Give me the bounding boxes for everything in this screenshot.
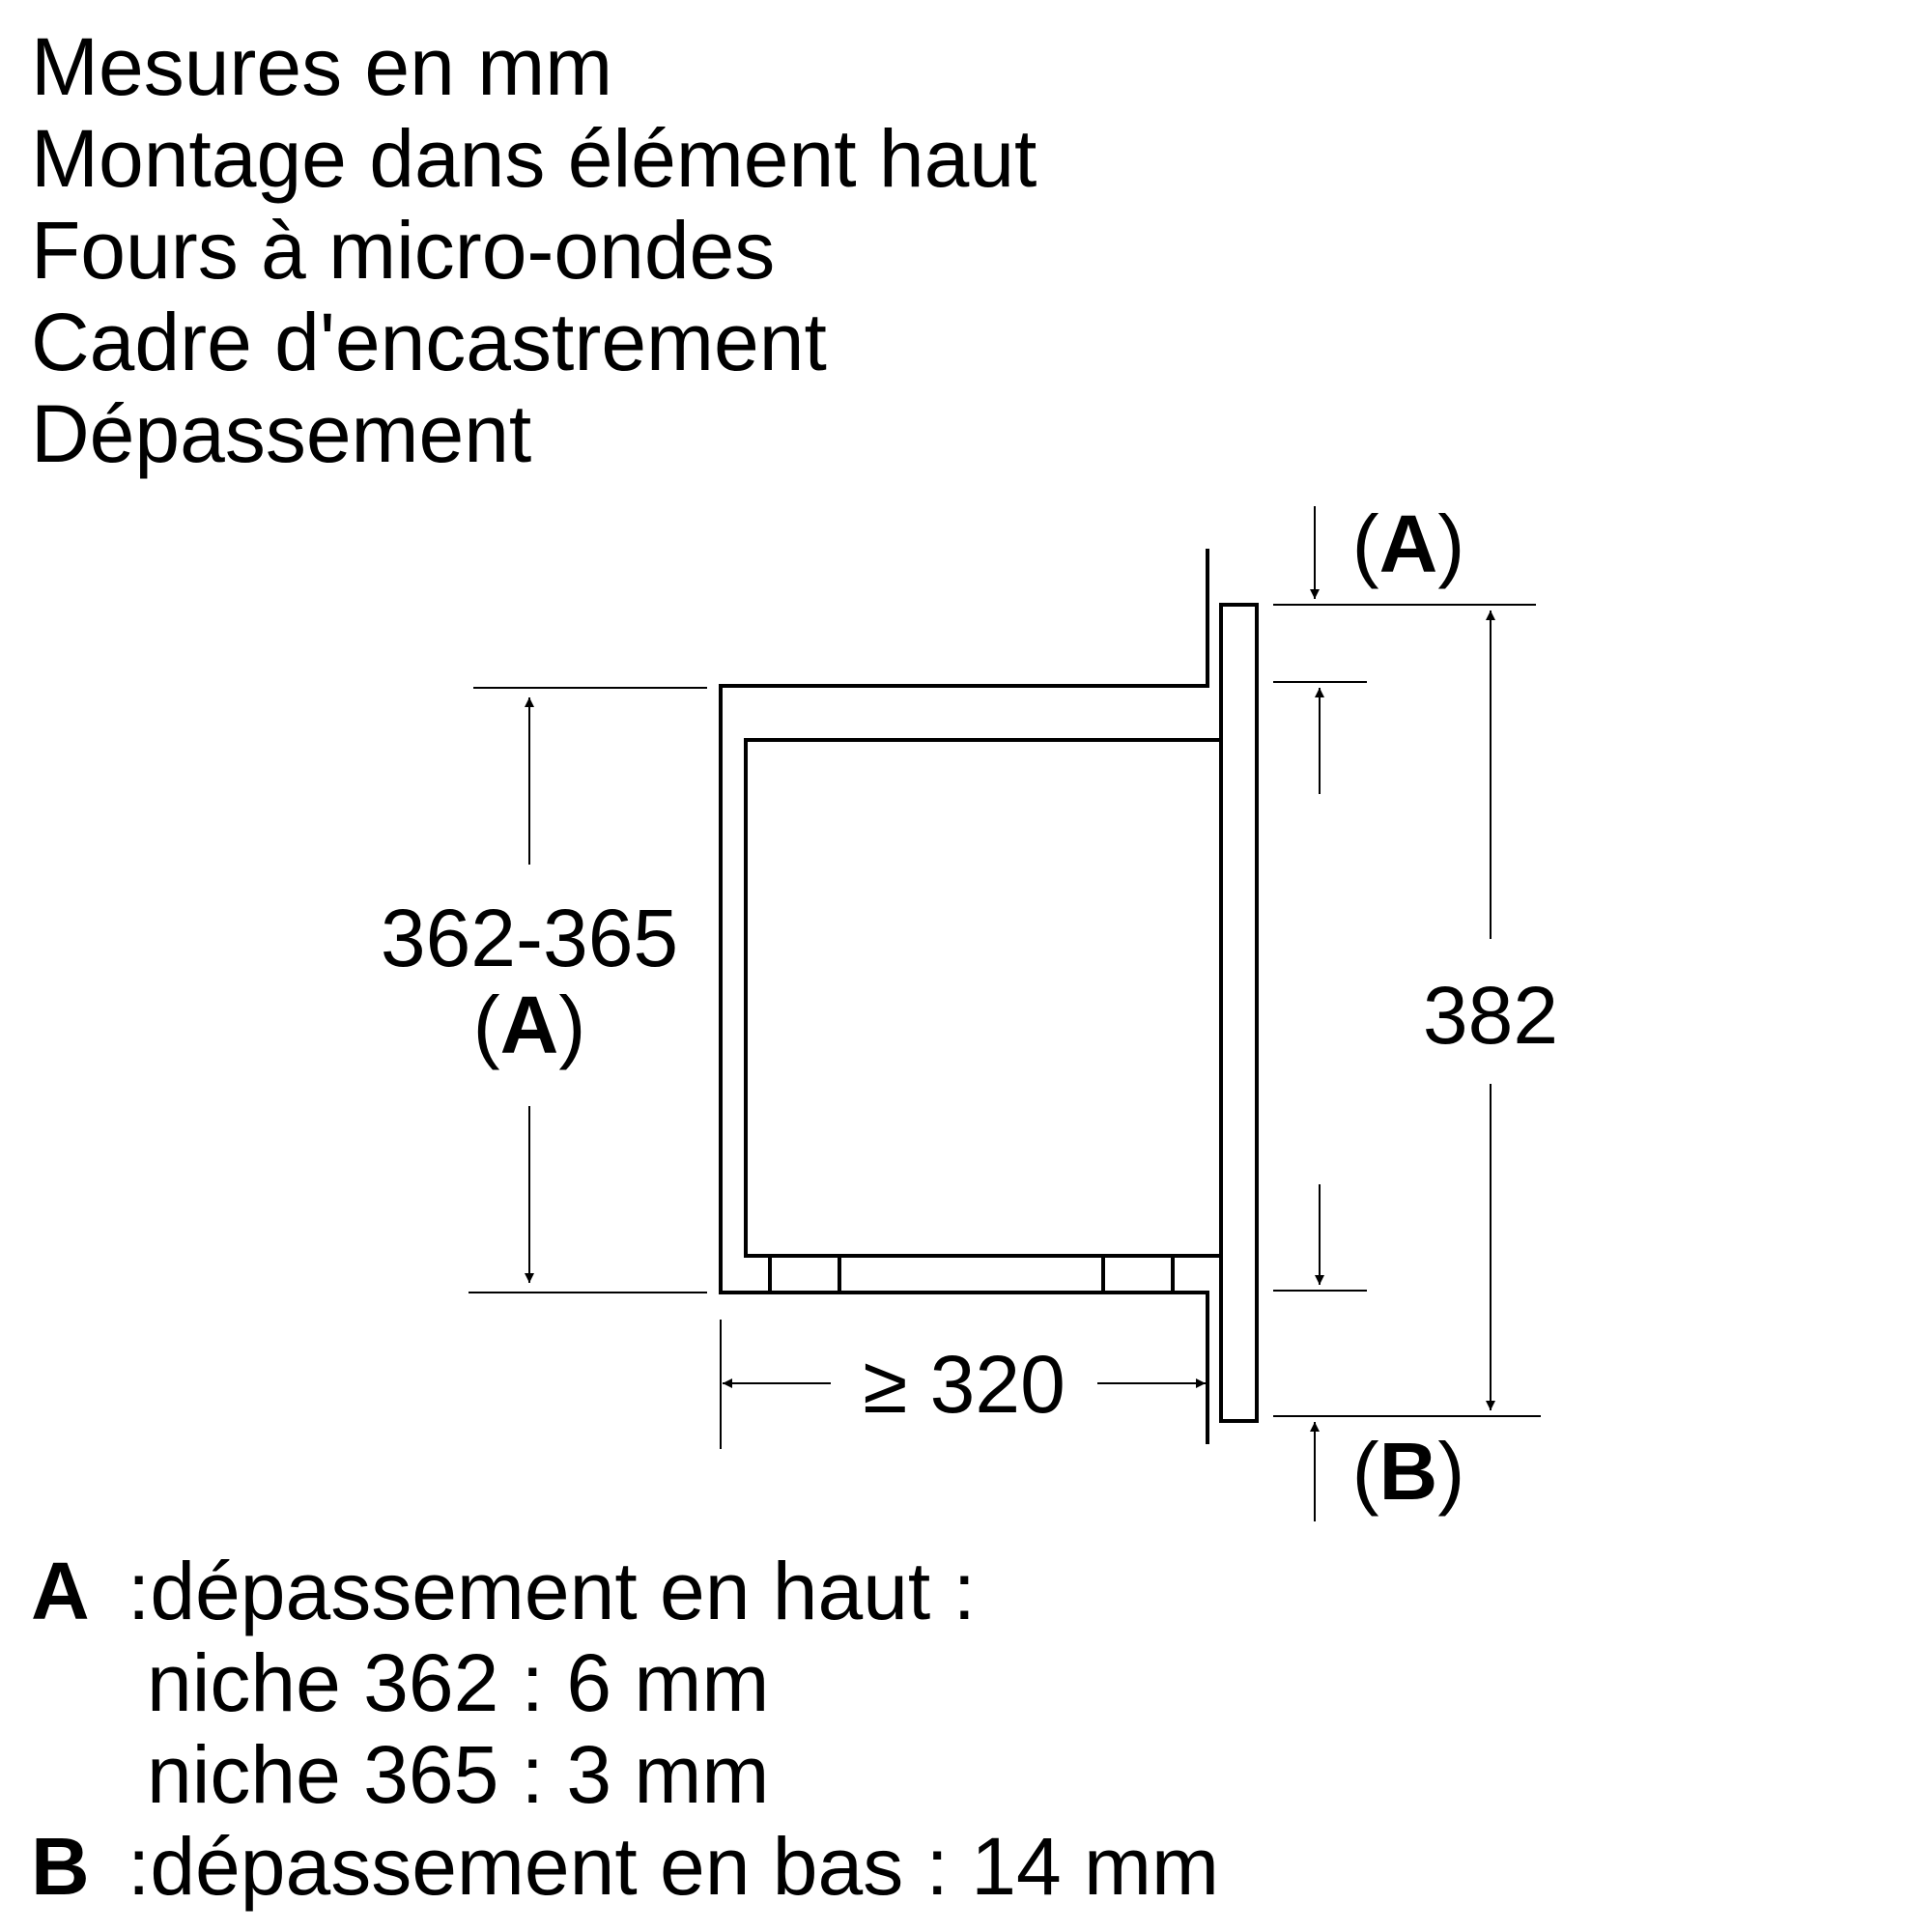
dim-frame-height-label: 382 — [1422, 970, 1559, 1061]
dim-depth-label: ≥ 320 — [863, 1339, 1065, 1430]
extension-lines — [469, 605, 1541, 1449]
legend-text-b: :dépassement en bas : 14 mm — [128, 1821, 1219, 1912]
overhang-top-label: (A) — [1351, 498, 1465, 589]
cabinet-niche-outline — [721, 549, 1208, 1444]
legend-text-a: :dépassement en haut : — [128, 1546, 976, 1636]
built-in-frame — [1221, 605, 1257, 1421]
dim-niche-height-label: 362-365 — [380, 893, 679, 983]
header-line-mounting: Montage dans élément haut — [31, 113, 1037, 204]
legend-key-a: A — [31, 1546, 90, 1636]
header-line-product: Fours à micro-ondes — [31, 205, 776, 296]
dim-niche-height-ref: (A) — [472, 980, 586, 1070]
microwave-foot-left — [770, 1256, 839, 1293]
header-line-overhang: Dépassement — [31, 388, 532, 479]
legend-a-niche-362: niche 362 : 6 mm — [147, 1637, 770, 1728]
legend-a-niche-365: niche 365 : 3 mm — [147, 1729, 770, 1820]
overhang-bottom-label: (B) — [1351, 1426, 1465, 1517]
header-line-units: Mesures en mm — [31, 21, 613, 112]
microwave-foot-right — [1103, 1256, 1173, 1293]
legend-key-b: B — [31, 1821, 90, 1912]
header-line-frame: Cadre d'encastrement — [31, 297, 827, 387]
microwave-body-outline — [746, 740, 1221, 1256]
